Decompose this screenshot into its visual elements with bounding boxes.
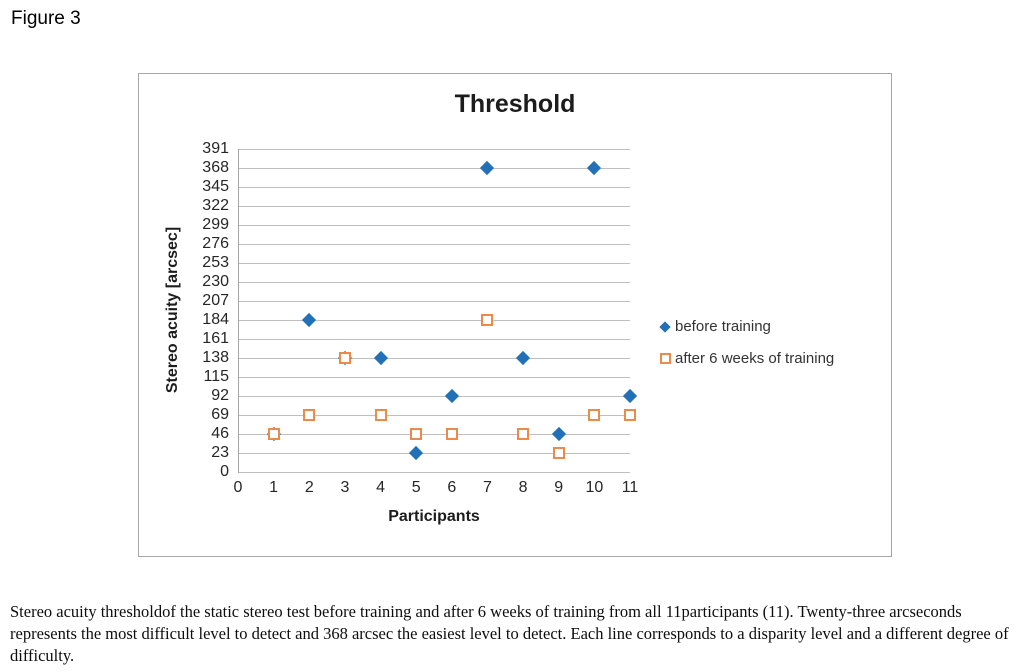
- y-tick-label: 253: [202, 254, 229, 271]
- legend-label-before-training: before training: [675, 318, 771, 335]
- data-point-before-training: [373, 351, 387, 365]
- data-point-after-training: [481, 314, 493, 326]
- y-tick-label: 115: [203, 368, 229, 385]
- gridline: [238, 282, 630, 283]
- y-tick-label: 69: [211, 406, 229, 423]
- y-tick-label: 207: [202, 292, 229, 309]
- x-tick-label: 11: [621, 479, 639, 496]
- gridline: [238, 377, 630, 378]
- y-tick-label: 276: [202, 235, 229, 252]
- figure-caption: Stereo acuity thresholdof the static stereo test before training and after 6 weeks of training from all 11participants (11). Twenty-three arcseconds represents the most difficult level to detect and 368 arcsec the easiest level to detect. Each line corresponds to a disparity level and a different degree of difficulty.: [10, 602, 1009, 665]
- gridline: [238, 149, 630, 150]
- data-point-before-training: [623, 389, 637, 403]
- y-tick-label: 184: [202, 311, 229, 328]
- data-point-before-training: [587, 161, 601, 175]
- diamond-marker-icon: [659, 321, 670, 332]
- data-point-after-training: [268, 428, 280, 440]
- data-point-after-training: [517, 428, 529, 440]
- gridline: [238, 301, 630, 302]
- x-tick-label: 3: [340, 479, 350, 496]
- gridline: [238, 168, 630, 169]
- open-square-marker-icon: [660, 353, 671, 364]
- data-point-before-training: [552, 427, 566, 441]
- y-tick-label: 92: [211, 387, 229, 404]
- x-tick-label: 5: [411, 479, 421, 496]
- legend-item-before-training: [660, 318, 834, 335]
- y-tick-label: 138: [202, 349, 229, 366]
- y-tick-label: 368: [202, 159, 229, 176]
- legend: [660, 318, 834, 367]
- data-point-before-training: [445, 389, 459, 403]
- y-tick-label: 345: [202, 178, 229, 195]
- x-tick-label: 2: [304, 479, 314, 496]
- gridline: [238, 320, 630, 321]
- y-tick-label: 299: [202, 216, 229, 233]
- y-tick-label: 46: [211, 425, 229, 442]
- data-point-before-training: [516, 351, 530, 365]
- data-point-after-training: [410, 428, 422, 440]
- x-tick-label: 7: [483, 479, 492, 496]
- y-tick-label: 391: [202, 140, 229, 157]
- data-point-after-training: [553, 447, 565, 459]
- x-axis-title: Participants: [388, 508, 480, 525]
- data-point-after-training: [339, 352, 351, 364]
- gridline: [238, 225, 630, 226]
- y-tick-label: 230: [202, 273, 229, 290]
- y-axis-title: Stereo acuity [arcsec]: [164, 226, 181, 394]
- gridline: [238, 263, 630, 264]
- y-tick-label: 322: [202, 197, 229, 214]
- y-tick-label: 23: [211, 444, 229, 461]
- gridline: [238, 434, 630, 435]
- gridline: [238, 472, 630, 473]
- y-tick-label: 161: [202, 330, 229, 347]
- legend-label-after-training: after 6 weeks of training: [675, 350, 835, 367]
- x-tick-label: 10: [585, 479, 604, 496]
- gridline: [238, 358, 630, 359]
- legend-item-after-training: [660, 350, 834, 367]
- gridline: [238, 187, 630, 188]
- x-tick-label: 0: [233, 479, 243, 496]
- data-point-after-training: [588, 409, 600, 421]
- data-point-after-training: [624, 409, 636, 421]
- x-tick-label: 9: [554, 479, 564, 496]
- figure-label: Figure 3: [11, 8, 81, 29]
- gridline: [238, 339, 630, 340]
- gridline: [238, 396, 630, 397]
- gridline: [238, 206, 630, 207]
- data-point-before-training: [480, 161, 494, 175]
- data-point-before-training: [409, 446, 423, 460]
- data-point-after-training: [446, 428, 458, 440]
- x-tick-label: 1: [269, 479, 279, 496]
- x-tick-label: 6: [447, 479, 457, 496]
- gridline: [238, 453, 630, 454]
- chart-title: Threshold: [454, 90, 576, 118]
- data-point-after-training: [303, 409, 315, 421]
- y-axis-line: [238, 149, 239, 473]
- chart-container: [138, 73, 892, 557]
- x-tick-label: 8: [518, 479, 528, 496]
- gridline: [238, 415, 630, 416]
- gridline: [238, 244, 630, 245]
- data-point-after-training: [375, 409, 387, 421]
- data-point-before-training: [302, 313, 316, 327]
- x-tick-label: 4: [376, 479, 385, 496]
- y-tick-label: 0: [220, 463, 229, 480]
